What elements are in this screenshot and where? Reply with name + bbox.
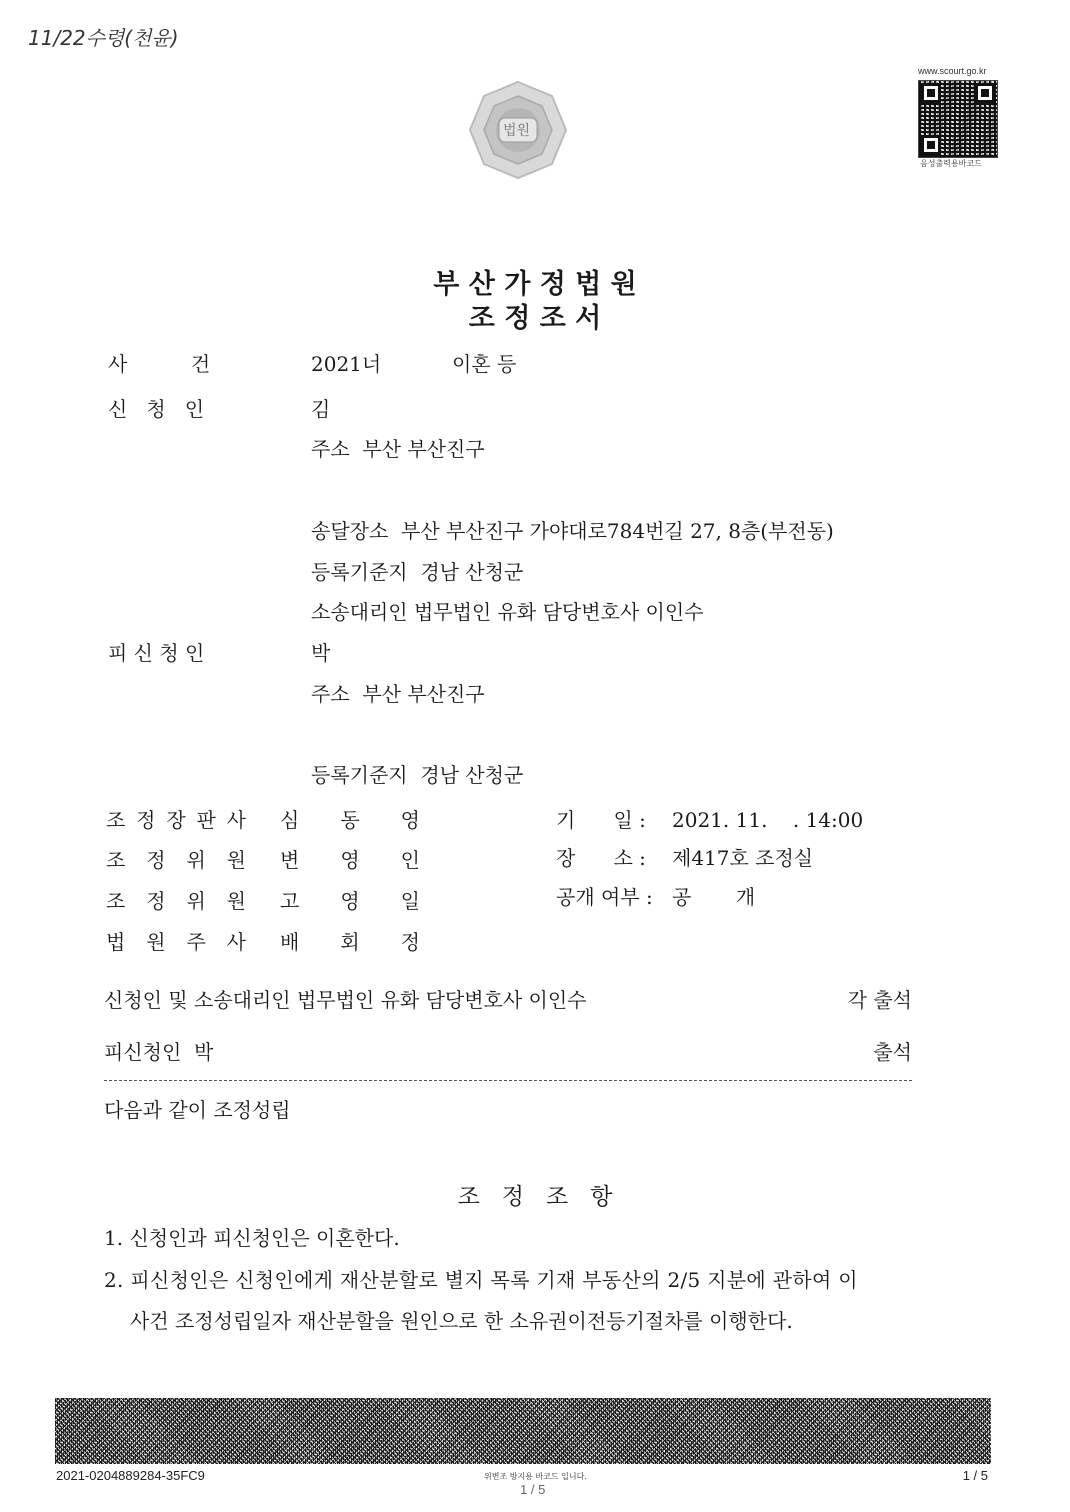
applicant-counsel: 소송대리인 법무법인 유화 담당변호사 이인수 [311, 600, 704, 624]
attendance-status: 각 출석 [847, 988, 912, 1012]
panel-role: 조 정 위 원 [106, 848, 246, 872]
qr-caption: 음성출력용바코드 [920, 159, 982, 168]
attendance-party: 피신청인 박 [104, 1040, 214, 1064]
panel-role: 조 정 장 판 사 [106, 808, 246, 832]
applicant-registry: 등록기준지 경남 산청군 [311, 560, 524, 584]
session-place-label: 장 소 : [556, 846, 646, 870]
term-item-continuation: 사건 조정성립일자 재산분할을 원인으로 한 소유권이전등기절차를 이행한다. [130, 1309, 793, 1333]
case-number: 2021너 [311, 352, 382, 376]
case-name: 이혼 등 [452, 352, 517, 376]
terms-heading: 조 정 조 항 [457, 1184, 613, 1210]
applicant-address: 주소 부산 부산진구 [311, 437, 485, 461]
session-place: 제417호 조정실 [672, 846, 814, 870]
handwritten-note: 11/22수령(천윤) [28, 26, 179, 50]
applicant-delivery-address: 송달장소 부산 부산진구 가야대로784번길 27, 8층(부전동) [311, 519, 834, 543]
document-id: 2021-0204889284-35FC9 [56, 1468, 205, 1483]
session-date-label: 기 일 : [556, 808, 646, 832]
seal-label: 법원 [503, 123, 531, 139]
session-date: 2021. 11. . 14:00 [672, 808, 864, 832]
barcode-notice: 위변조 방지용 바코드 입니다. [484, 1472, 587, 1481]
applicant-label: 신 청 인 [108, 397, 205, 421]
document-title: 조 정 조 서 [468, 303, 602, 334]
court-seal-icon [466, 78, 570, 182]
section-divider [104, 1080, 912, 1081]
respondent-label: 피 신 청 인 [108, 641, 205, 665]
respondent-registry: 등록기준지 경남 산청군 [311, 763, 524, 787]
term-item: 2. 피신청인은 신청인에게 재산분할로 별지 목록 기재 부동산의 2/5 지분에 관하여 이 [104, 1268, 858, 1292]
qr-code-icon [918, 80, 998, 158]
session-public: 공 개 [672, 885, 756, 909]
panel-name: 변 영 인 [280, 848, 420, 872]
respondent-name: 박 [311, 641, 331, 665]
respondent-address: 주소 부산 부산진구 [311, 682, 485, 706]
panel-name: 심 동 영 [280, 808, 420, 832]
anti-forgery-barcode-icon [55, 1398, 991, 1464]
page-number: 1 / 5 [962, 1468, 988, 1483]
panel-name: 고 영 일 [280, 889, 420, 913]
attendance-party: 신청인 및 소송대리인 법무법인 유화 담당변호사 이인수 [104, 988, 587, 1012]
qr-url: www.scourt.go.kr [918, 66, 987, 76]
panel-name: 배 회 정 [280, 930, 420, 954]
session-public-label: 공개 여부 : [556, 885, 653, 909]
panel-role: 법 원 주 사 [106, 930, 246, 954]
attendance-status: 출석 [873, 1040, 912, 1064]
court-name: 부 산 가 정 법 원 [433, 269, 637, 300]
mediation-result: 다음과 같이 조정성립 [104, 1098, 291, 1122]
page-number-center: 1 / 5 [520, 1482, 546, 1497]
term-item: 1. 신청인과 피신청인은 이혼한다. [104, 1226, 400, 1250]
case-label: 사 건 [108, 352, 211, 376]
panel-role: 조 정 위 원 [106, 889, 246, 913]
applicant-name: 김 [311, 397, 331, 421]
